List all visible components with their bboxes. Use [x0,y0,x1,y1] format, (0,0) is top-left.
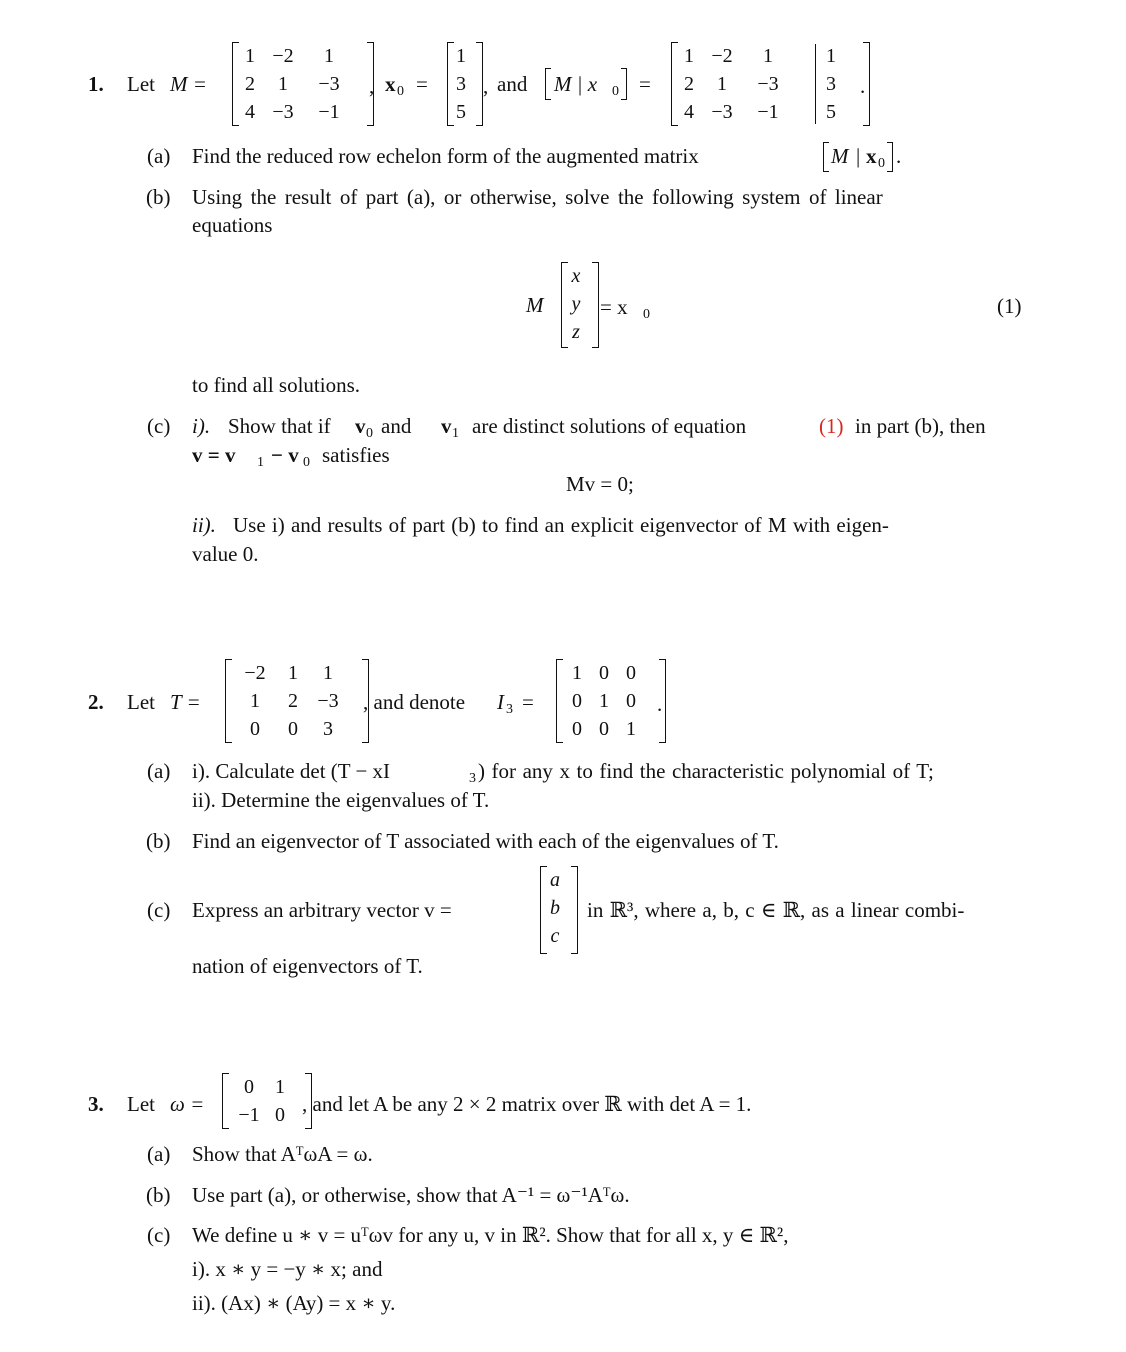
q1-x0-label: x [385,72,396,96]
matrix-cell: 0 [572,718,582,740]
vector-x0 [447,42,483,126]
q2a-label: (a) [147,759,171,783]
q1c-and: and [381,414,412,438]
q3a-text: Show that AᵀωA = ω. [192,1142,373,1166]
q2-and-denote: , and denote [363,690,466,714]
bracket-right [887,142,893,172]
matrix-cell: −3 [318,73,340,95]
matrix-cell: −1 [238,1104,260,1126]
vector-cell: c [550,925,560,947]
q3c-i: i). x ∗ y = −y ∗ x; and [192,1257,383,1281]
matrix-cell: 0 [275,1104,285,1126]
q3b-label: (b) [146,1183,171,1207]
matrix-cell: 3 [323,718,333,740]
q1b-text2: equations [192,213,273,237]
q2c-label: (c) [147,898,171,922]
matrix-cell: 0 [288,718,298,740]
matrix-cell: 1 [275,1076,285,1098]
matrix-cell: 0 [572,690,582,712]
matrix-cell: 4 [684,101,694,123]
q1c-ii: ii). [192,513,216,537]
matrix-cell: −3 [272,101,294,123]
matrix-T [225,659,369,743]
q1c-text2: v = v [192,443,236,467]
matrix-cell: 1 [245,45,255,67]
matrix-cell: 2 [684,73,694,95]
q1c-ii-text1: Use i) and results of part (b) to find an explicit eigenvector of M with eigen- [233,513,889,537]
matrix-cell: 4 [245,101,255,123]
q1c-text1b: are distinct solutions of equation [472,414,747,438]
matrix-cell: 0 [250,718,260,740]
matrix-cell: 1 [717,73,727,95]
q1-period: . [860,74,866,98]
q1-M-label: M = [170,72,207,96]
matrix-cell: −2 [272,45,294,67]
q1c-v1: v [441,414,452,438]
matrix-M [232,42,374,126]
vector-cell: x [571,265,581,287]
q3-omega-label: ω = [170,1092,205,1116]
vector-cell: 5 [456,101,466,123]
matrix-cell: −1 [318,101,340,123]
matrix-cell: 1 [324,45,334,67]
augmented-matrix [671,42,870,126]
q3-let: Let [127,1092,155,1116]
vector-abc [540,866,578,954]
q1c-minus: − v [271,443,299,467]
matrix-cell: −2 [711,45,733,67]
q1c-text1c: in part (b), then [855,414,986,438]
q1-and: and [497,72,528,96]
matrix-cell: 0 [599,718,609,740]
q2-T-label: T = [170,690,201,714]
q1-aug-lhs: M | x [554,72,598,96]
q3c-label: (c) [147,1223,171,1247]
matrix-cell: 1 [250,690,260,712]
q1-aug-eq: = [639,72,651,96]
q3-intro: , and let A be any 2 × 2 matrix over ℝ with det A = 1. [302,1092,752,1116]
eq1-rhs: = x [600,295,628,319]
matrix-omega [222,1073,312,1129]
q2-I3-sub: 3 [506,702,513,717]
q1c-v0: v [355,414,366,438]
q2-I3-label: I [497,690,504,714]
q1c-ii-text2: value 0. [192,542,259,566]
matrix-cell: 1 [323,662,333,684]
q2-number: 2. [88,690,104,714]
vector-cell: a [550,869,560,891]
q2b-text: Find an eigenvector of T associated with each of the eigenvalues of T. [192,829,779,853]
equation-reference-link[interactable]: (1) [819,414,844,438]
bracket-right [621,68,627,100]
q1-number: 1. [88,72,104,96]
q2c-text2: nation of eigenvectors of T. [192,954,423,978]
matrix-cell: 0 [599,662,609,684]
matrix-cell: 1 [599,690,609,712]
matrix-cell: 1 [626,718,636,740]
eq1-M: M [526,293,544,317]
q1-let: Let [127,72,155,96]
vector-cell: 1 [456,45,466,67]
q1-x0-eq: = [416,72,428,96]
matrix-cell: 2 [288,690,298,712]
matrix-cell: 5 [826,101,836,123]
vector-xyz [561,262,599,348]
bracket-left [823,142,829,172]
q1c-i: i). [192,414,211,438]
q1-x0-sub: 0 [397,84,404,99]
augment-divider [815,44,816,124]
q1c-equation: Mv = 0; [566,472,634,496]
matrix-cell: −3 [317,690,339,712]
matrix-cell: 1 [826,45,836,67]
matrix-cell: 1 [288,662,298,684]
matrix-cell: 0 [626,662,636,684]
matrix-cell: 2 [245,73,255,95]
q1b-after: to find all solutions. [192,373,360,397]
q2-let: Let [127,690,155,714]
eq1-number: (1) [997,294,1022,318]
matrix-cell: −2 [244,662,266,684]
matrix-cell: 1 [684,45,694,67]
vector-cell: 3 [456,73,466,95]
vector-cell: b [550,897,560,919]
bracket-left [545,68,551,100]
q2a-i: i). Calculate det (T − xI [192,759,391,783]
q3c-ii: ii). (Ax) ∗ (Ay) = x ∗ y. [192,1291,396,1315]
q2c-tail: in ℝ³, where a, b, c ∈ ℝ, as a linear combi- [587,898,965,922]
matrix-cell: 3 [826,73,836,95]
q3a-label: (a) [147,1142,171,1166]
vector-cell: y [571,293,581,315]
q2a-ii: ii). Determine the eigenvalues of T. [192,788,490,812]
q1a-text: Find the reduced row echelon form of the augmented matrix [192,144,699,168]
q1b-text1: Using the result of part (a), or otherwise, solve the following system of linear [192,185,883,209]
vector-cell: z [572,321,580,343]
q1b-label: (b) [146,185,171,209]
matrix-cell: 1 [763,45,773,67]
q2b-label: (b) [146,829,171,853]
q1a-label: (a) [147,144,171,168]
q3-number: 3. [88,1092,104,1116]
q1c-satisfies: satisfies [322,443,390,467]
q1c-text1a: Show that if [228,414,331,438]
matrix-cell: 1 [278,73,288,95]
matrix-cell: −1 [757,101,779,123]
q3c-text: We define u ∗ v = uᵀωv for any u, v in ℝ². Show that for all x, y ∈ ℝ², [192,1223,789,1247]
matrix-cell: −3 [757,73,779,95]
identity-matrix [556,659,666,743]
q1c-label: (c) [147,414,171,438]
q1-aug-sub: 0 [612,84,619,99]
matrix-cell: −3 [711,101,733,123]
q2c-text: Express an arbitrary vector v = [192,898,452,922]
q2a-i-tail: ) for any x to find the characteristic polynomial of T; [478,759,934,783]
matrix-cell: 0 [626,690,636,712]
matrix-cell: 0 [244,1076,254,1098]
q3b-text: Use part (a), or otherwise, show that A⁻¹ = ω⁻¹Aᵀω. [192,1183,630,1207]
matrix-cell: 1 [572,662,582,684]
